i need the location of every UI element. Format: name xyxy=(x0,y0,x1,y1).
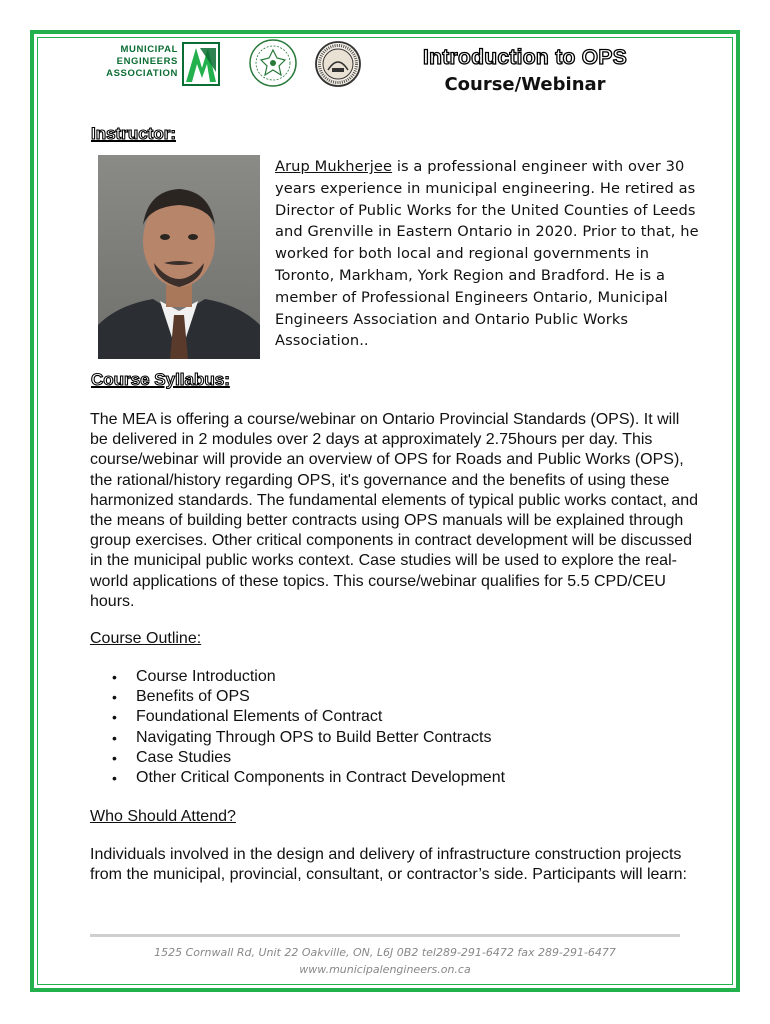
footer-address: 1525 Cornwall Rd, Unit 22 Oakville, ON, L6J 0B2 tel289-291-6472 fax 289-291-6477 xyxy=(154,946,616,959)
mea-logo-mark-icon xyxy=(182,42,220,86)
mea-logo xyxy=(90,42,220,86)
who-should-attend-text: Individuals involved in the design and delivery of infrastructure construction projects from the municipal, provincial, consultant, or contractor’s side. Participants will learn: xyxy=(90,846,687,884)
list-item: • Foundational Elements of Contract xyxy=(112,707,505,727)
who-should-attend-label: Who Should Attend? xyxy=(90,808,236,825)
page-subtitle: Course/Webinar xyxy=(444,74,606,95)
course-outline-list xyxy=(112,667,505,788)
list-item: • Navigating Through OPS to Build Better Contracts xyxy=(112,728,505,748)
page-title: Introduction to OPS xyxy=(422,46,627,69)
list-item: • Course Introduction xyxy=(112,667,505,687)
syllabus-text: The MEA is offering a course/webinar on Ontario Provincial Standards (OPS). It will be delivered in 2 modules over 2 days at approximately 2.75hours per day. This course/webinar will provide an overview of OPS for Roads and Public Works (OPS), the rational/history regarding OPS, it's governance and the benefits of using these harmonized standards. The fundamental elements of typical public works contact, and the means of building better contracts using OPS manuals will be explained through group exercises. Other critical components in contract development will be discussed in the municipal public works context. Case studies will be used to explore the real-world applications of these topics. This course/webinar qualifies for 5.5 CPD/CEU hours. xyxy=(90,411,699,610)
syllabus-heading: Course Syllabus: xyxy=(91,370,230,389)
instructor-bio-text: is a professional engineer with over 30 years experience in municipal engineering. He retired as Director of Public Works for the United Counties of Leeds and Grenville in Eastern Ontario in 2020. Prior to that, he worked for both local and regional governments in Toronto, Markham, York Region and Bradford. He is a member of Professional Engineers Ontario, Municipal Engineers Association and Ontario Public Works Association.. xyxy=(275,158,699,350)
course-outline-label: Course Outline: xyxy=(90,630,202,647)
mea-logo-text: MUNICIPAL ENGINEERS ASSOCIATION xyxy=(106,44,178,79)
instructor-photo xyxy=(98,155,260,359)
instructor-bio xyxy=(275,156,700,352)
instructor-name: Arup Mukherjee xyxy=(275,158,393,175)
list-item: • Case Studies xyxy=(112,748,505,768)
list-item: • Other Critical Components in Contract Development xyxy=(112,768,505,788)
instructor-heading: Instructor: xyxy=(91,124,176,143)
footer-divider xyxy=(90,934,680,937)
footer-website: www.municipalengineers.on.ca xyxy=(299,963,471,976)
list-item: • Benefits of OPS xyxy=(112,687,505,707)
good-roads-seal-icon xyxy=(314,40,362,88)
ontario-seal-icon xyxy=(248,38,298,88)
